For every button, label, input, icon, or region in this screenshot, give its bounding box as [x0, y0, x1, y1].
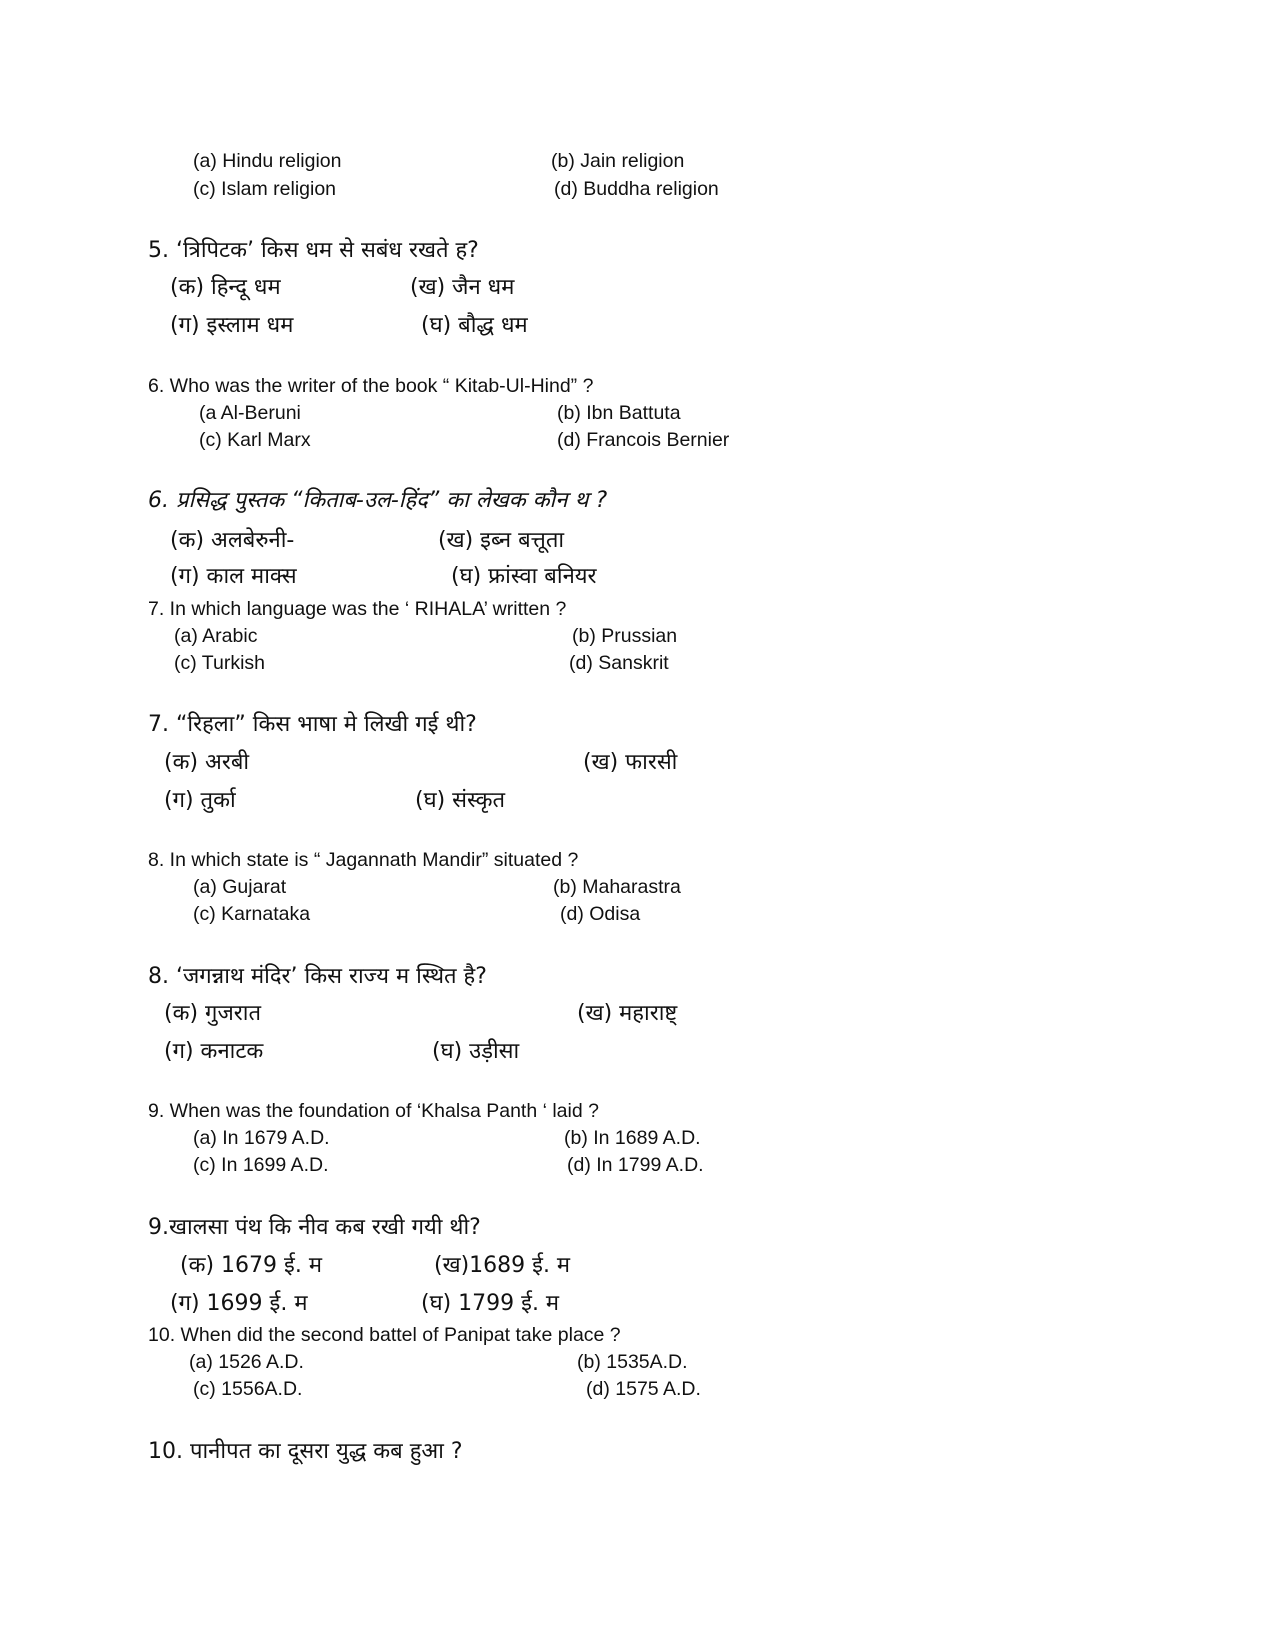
- q8-question: 8. In which state is “ Jagannath Mandir” situated ?: [148, 849, 579, 871]
- q7-hindi-option-c: (ग) तुर्का: [164, 788, 236, 813]
- q7-hindi-option-d: (घ) संस्कृत: [415, 788, 506, 813]
- q9-hindi-option-d: (घ) 1799 ई. म: [421, 1291, 560, 1316]
- q8-option-b: (b) Maharastra: [553, 876, 681, 898]
- q4-option-c: (c) Islam religion: [193, 178, 337, 200]
- q8-hindi-option-a: (क) गुजरात: [164, 1001, 262, 1026]
- q8-option-c: (c) Karnataka: [193, 903, 311, 925]
- q10-hindi-question: 10. पानीपत का दूसरा युद्ध कब हुआ ?: [148, 1439, 463, 1464]
- q4-option-a: (a) Hindu religion: [193, 150, 342, 172]
- q5-hindi-option-d: (घ) बौद्ध धम: [421, 313, 528, 338]
- q9-hindi-option-b: (ख)1689 ई. म: [434, 1253, 571, 1278]
- q5-hindi-option-b: (ख) जैन धम: [410, 275, 515, 300]
- q7-option-d: (d) Sanskrit: [569, 652, 669, 674]
- q9-option-d: (d) In 1799 A.D.: [567, 1154, 704, 1176]
- q8-hindi-option-d: (घ) उड़ीसा: [432, 1039, 520, 1064]
- q6-hindi-option-c: (ग) काल माक्स: [170, 564, 297, 589]
- q10-option-c: (c) 1556A.D.: [193, 1378, 303, 1400]
- q8-option-a: (a) Gujarat: [193, 876, 287, 898]
- q7-option-b: (b) Prussian: [572, 625, 678, 647]
- q9-option-a: (a) In 1679 A.D.: [193, 1127, 330, 1149]
- q8-hindi-option-b: (ख) महाराष्ट्: [577, 1001, 678, 1026]
- q7-option-c: (c) Turkish: [174, 652, 266, 674]
- q7-question: 7. In which language was the ‘ RIHALA’ written ?: [148, 598, 567, 620]
- q4-option-d: (d) Buddha religion: [554, 178, 719, 200]
- q7-option-a: (a) Arabic: [174, 625, 258, 647]
- q6-option-b: (b) Ibn Battuta: [557, 402, 681, 424]
- q10-option-a: (a) 1526 A.D.: [189, 1351, 304, 1373]
- q6-hindi-question: 6. प्रसिद्ध पुस्तक “किताब-उल-हिंद” का लेखक कौन थ ?: [148, 488, 608, 513]
- q6-hindi-option-d: (घ) फ्रांस्वा बनियर: [451, 564, 597, 589]
- q6-question: 6. Who was the writer of the book “ Kitab-Ul-Hind” ?: [148, 375, 594, 397]
- q9-hindi-option-c: (ग) 1699 ई. म: [170, 1291, 308, 1316]
- q8-hindi-option-c: (ग) कनाटक: [164, 1039, 264, 1064]
- q6-option-d: (d) Francois Bernier: [557, 429, 730, 451]
- q7-hindi-option-a: (क) अरबी: [164, 750, 250, 775]
- q10-question: 10. When did the second battel of Panipat take place ?: [148, 1324, 621, 1346]
- q7-hindi-option-b: (ख) फारसी: [583, 750, 678, 775]
- q10-option-b: (b) 1535A.D.: [577, 1351, 688, 1373]
- q9-question: 9. When was the foundation of ‘Khalsa Panth ‘ laid ?: [148, 1100, 599, 1122]
- q7-hindi-question: 7. “रिहला” किस भाषा मे लिखी गई थी?: [148, 712, 477, 737]
- q5-hindi-option-c: (ग) इस्लाम धम: [170, 313, 294, 338]
- q5-hindi-option-a: (क) हिन्दू धम: [170, 275, 281, 300]
- q9-option-b: (b) In 1689 A.D.: [564, 1127, 701, 1149]
- q6-hindi-option-b: (ख) इब्न बत्तूता: [438, 528, 565, 553]
- q9-hindi-question: 9.खालसा पंथ कि नीव कब रखी गयी थी?: [148, 1215, 481, 1240]
- q9-hindi-option-a: (क) 1679 ई. म: [180, 1253, 322, 1278]
- q9-option-c: (c) In 1699 A.D.: [193, 1154, 329, 1176]
- q6-option-c: (c) Karl Marx: [199, 429, 311, 451]
- q6-option-a: (a Al-Beruni: [199, 402, 301, 424]
- q6-hindi-option-a: (क) अलबेरुनी-: [170, 528, 295, 553]
- q5-hindi-question: 5. ‘त्रिपिटक’ किस धम से सबंध रखते ह?: [148, 238, 479, 263]
- q4-option-b: (b) Jain religion: [551, 150, 685, 172]
- q10-option-d: (d) 1575 A.D.: [586, 1378, 701, 1400]
- q8-hindi-question: 8. ‘जगन्नाथ मंदिर’ किस राज्य म स्थित है?: [148, 964, 487, 989]
- q8-option-d: (d) Odisa: [560, 903, 641, 925]
